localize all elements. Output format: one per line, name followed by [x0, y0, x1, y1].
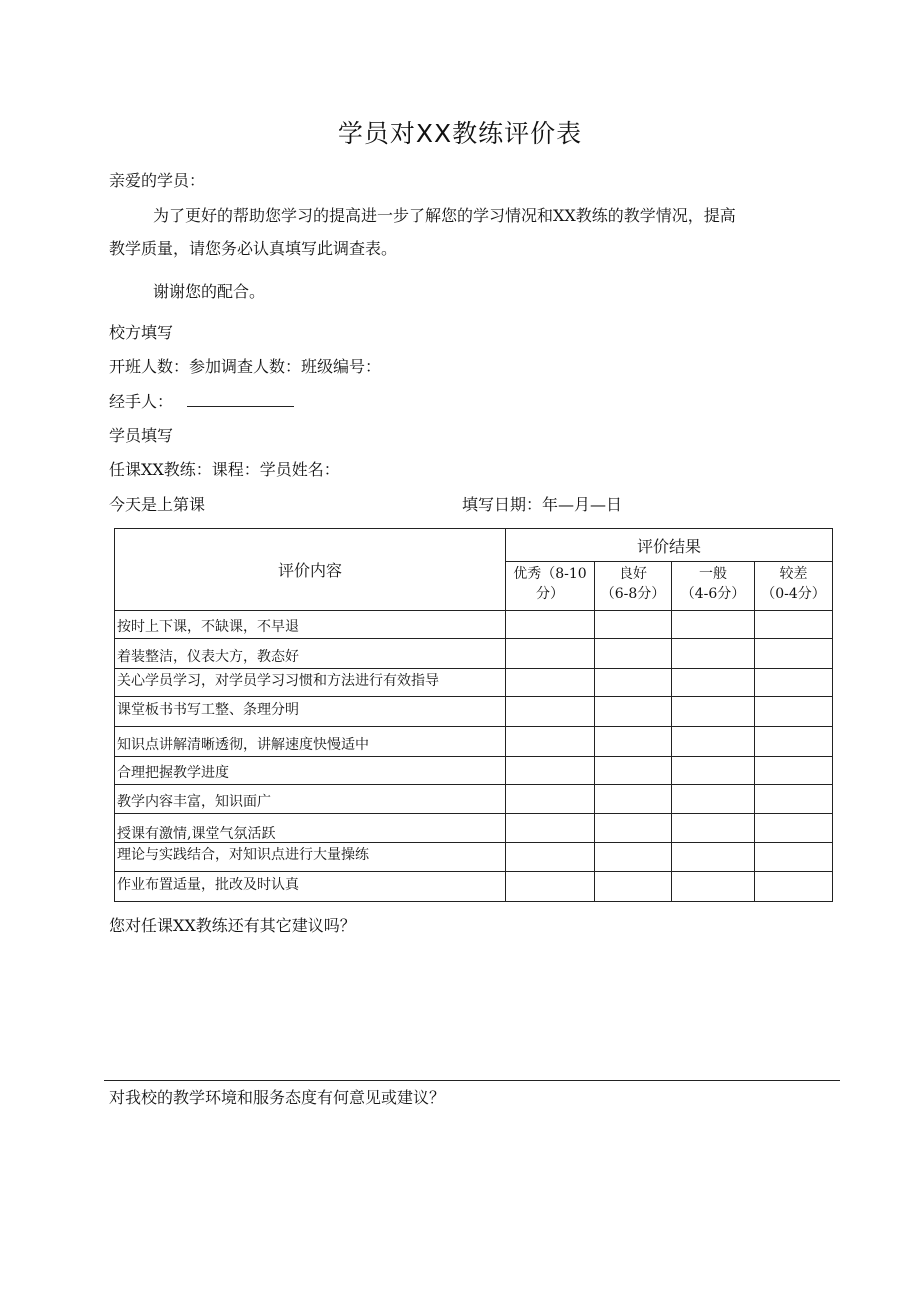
- rating-cell[interactable]: [595, 727, 672, 757]
- handler-label: 经手人：: [109, 392, 174, 411]
- intro-line-1: 为了更好的帮助您学习的提高进一步了解您的学习情况和XX教练的教学情况，提高: [153, 206, 736, 225]
- table-row: [115, 639, 833, 669]
- result-header: 评价结果: [506, 529, 833, 562]
- rating-cell[interactable]: [595, 639, 672, 669]
- handler-blank-line[interactable]: [187, 406, 294, 407]
- intro-line-2: 教学质量，请您务必认真填写此调查表。: [109, 239, 398, 258]
- rating-cell[interactable]: [755, 872, 833, 902]
- table-row: [115, 814, 833, 843]
- rating-cell[interactable]: [672, 727, 755, 757]
- date-label: 填写日期：年—月—日: [462, 495, 623, 514]
- criteria-label: 课堂板书书写工整、条理分明: [115, 697, 506, 727]
- grade-good-header: 良好 （6-8分）: [595, 562, 672, 611]
- rating-cell[interactable]: [672, 757, 755, 785]
- thanks-text: 谢谢您的配合。: [153, 282, 266, 301]
- question-environment-suggestions: 对我校的教学环境和服务态度有何意见或建议？: [109, 1088, 446, 1107]
- rating-cell[interactable]: [595, 757, 672, 785]
- lesson-label: 今天是上第课: [109, 495, 206, 514]
- table-row: [115, 843, 833, 872]
- rating-cell[interactable]: [755, 785, 833, 814]
- rating-cell[interactable]: [506, 785, 595, 814]
- rating-cell[interactable]: [755, 669, 833, 697]
- rating-cell[interactable]: [506, 757, 595, 785]
- student-section-heading: 学员填写: [109, 426, 174, 445]
- rating-cell[interactable]: [672, 872, 755, 902]
- rating-cell[interactable]: [755, 757, 833, 785]
- table-row: [115, 669, 833, 697]
- rating-cell[interactable]: [506, 814, 595, 843]
- rating-cell[interactable]: [506, 697, 595, 727]
- rating-cell[interactable]: [595, 611, 672, 639]
- rating-cell[interactable]: [672, 697, 755, 727]
- criteria-label: 合理把握教学进度: [115, 757, 506, 785]
- criteria-label: 授课有激情,课堂气氛活跃: [115, 814, 506, 843]
- content-header: 评价内容: [115, 529, 506, 611]
- grade-excellent-header: 优秀（8-10 分）: [506, 562, 595, 611]
- rating-cell[interactable]: [672, 611, 755, 639]
- table-row: [115, 872, 833, 902]
- rating-cell[interactable]: [506, 669, 595, 697]
- rating-cell[interactable]: [755, 611, 833, 639]
- criteria-label: 知识点讲解清晰透彻，讲解速度快慢适中: [115, 727, 506, 757]
- criteria-label: 按时上下课，不缺课，不早退: [115, 611, 506, 639]
- rating-cell[interactable]: [595, 697, 672, 727]
- divider: [104, 1080, 840, 1081]
- table-row: [115, 611, 833, 639]
- rating-cell[interactable]: [595, 843, 672, 872]
- rating-cell[interactable]: [672, 639, 755, 669]
- school-section-heading: 校方填写: [109, 323, 174, 342]
- rating-cell[interactable]: [506, 611, 595, 639]
- criteria-label: 关心学员学习，对学员学习习惯和方法进行有效指导: [115, 669, 506, 697]
- rating-cell[interactable]: [595, 814, 672, 843]
- school-fields-line: 开班人数：参加调查人数：班级编号：: [109, 357, 382, 376]
- rating-cell[interactable]: [506, 872, 595, 902]
- student-fields-line: 任课XX教练：课程：学员姓名：: [109, 460, 340, 479]
- rating-cell[interactable]: [755, 639, 833, 669]
- evaluation-table: [114, 528, 833, 902]
- criteria-label: 理论与实践结合，对知识点进行大量操练: [115, 843, 506, 872]
- rating-cell[interactable]: [755, 814, 833, 843]
- table-row: [115, 757, 833, 785]
- grade-average-header: 一般 （4-6分）: [672, 562, 755, 611]
- rating-cell[interactable]: [755, 843, 833, 872]
- rating-cell[interactable]: [672, 814, 755, 843]
- page-title: 学员对XX教练评价表: [337, 119, 583, 148]
- rating-cell[interactable]: [506, 727, 595, 757]
- rating-cell[interactable]: [506, 843, 595, 872]
- rating-cell[interactable]: [672, 843, 755, 872]
- rating-cell[interactable]: [672, 669, 755, 697]
- grade-poor-header: 较差 （0-4分）: [755, 562, 833, 611]
- rating-cell[interactable]: [595, 872, 672, 902]
- criteria-label: 作业布置适量，批改及时认真: [115, 872, 506, 902]
- rating-cell[interactable]: [755, 727, 833, 757]
- table-row: [115, 785, 833, 814]
- rating-cell[interactable]: [595, 669, 672, 697]
- table-row: [115, 697, 833, 727]
- criteria-label: 教学内容丰富，知识面广: [115, 785, 506, 814]
- question-teacher-suggestions: 您对任课XX教练还有其它建议吗？: [109, 916, 356, 935]
- rating-cell[interactable]: [755, 697, 833, 727]
- rating-cell[interactable]: [672, 785, 755, 814]
- rating-cell[interactable]: [595, 785, 672, 814]
- greeting: 亲爱的学员：: [109, 171, 206, 190]
- table-row: [115, 727, 833, 757]
- rating-cell[interactable]: [506, 639, 595, 669]
- criteria-label: 着装整洁，仪表大方，教态好: [115, 639, 506, 669]
